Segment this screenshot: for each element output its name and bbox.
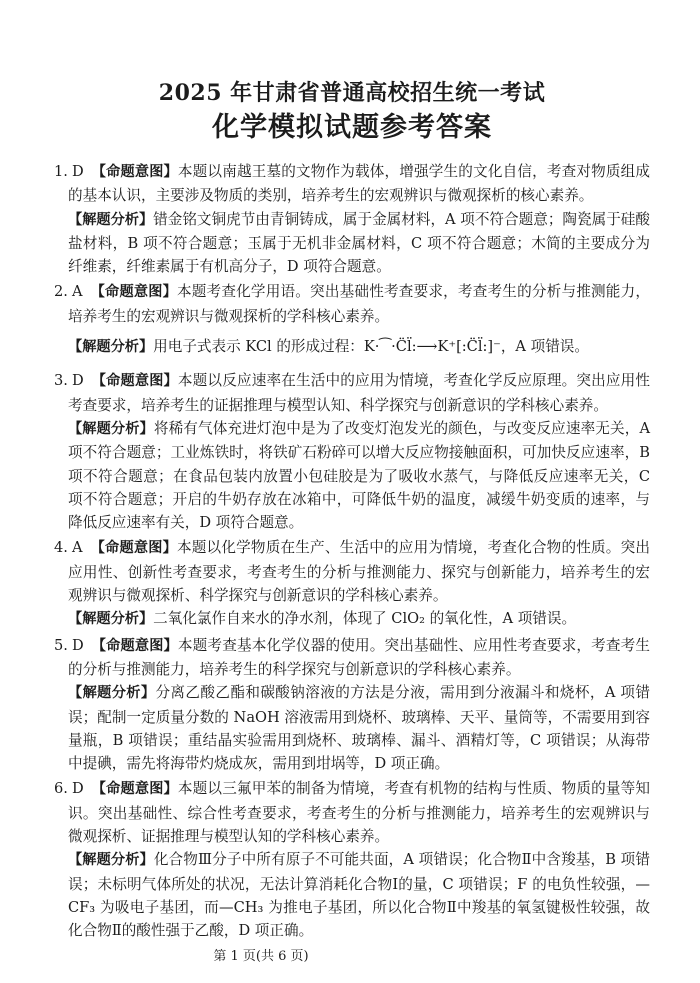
question-1-intent-paragraph bbox=[54, 160, 650, 208]
intent-label: 【命题意图】 bbox=[90, 540, 177, 557]
answer-letter: D bbox=[71, 163, 84, 180]
intent-label: 【命题意图】 bbox=[91, 164, 178, 180]
answer-letter: D bbox=[71, 372, 84, 390]
intent-label: 【命题意图】 bbox=[91, 781, 178, 798]
page-number: 第 1 页(共 6 页) bbox=[213, 948, 309, 964]
analysis-label: 【解题分析】 bbox=[68, 211, 154, 228]
question-1 bbox=[54, 160, 650, 278]
intent-label: 【命题意图】 bbox=[91, 373, 178, 390]
question-1-analysis-paragraph bbox=[68, 208, 650, 279]
intent-text: 本题考查基本化学仪器的使用。突出基础性、应用性考查要求，考查考生的分析与推测能力，培养考生的科学探究与创新意识的学科核心素养。 bbox=[68, 636, 650, 678]
question-5-intent-paragraph bbox=[54, 634, 650, 682]
intent-text: 本题以化学物质在生产、生活中的应用为情境，考查化合物的性质。突出应用性、创新性考查要求，考查考生的分析与推测能力、探究与创新能力，培养考生的宏观辨识与微观探析、科学探究与创新意识的学科核心素养。 bbox=[68, 539, 650, 605]
question-2-intent-paragraph bbox=[54, 280, 650, 328]
question-number: 2. bbox=[54, 283, 68, 301]
page-footer bbox=[0, 948, 559, 966]
intent-label: 【命题意图】 bbox=[91, 637, 178, 654]
analysis-label: 【解题分析】 bbox=[68, 611, 154, 628]
analysis-label: 【解题分析】 bbox=[68, 852, 154, 869]
answer-letter: A bbox=[71, 539, 83, 557]
intent-label: 【命题意图】 bbox=[90, 284, 177, 301]
question-6-intent-paragraph bbox=[54, 777, 650, 848]
question-5 bbox=[54, 634, 650, 776]
analysis-label: 【解题分析】 bbox=[68, 685, 156, 702]
question-number: 4. bbox=[54, 539, 68, 557]
answer-letter: D bbox=[71, 780, 84, 798]
question-2-analysis-paragraph bbox=[68, 335, 650, 359]
question-4-intent-paragraph bbox=[54, 536, 650, 607]
analysis-text: 错金铭文铜虎节由青铜铸成，属于金属材料，A 项不符合题意；陶瓷属于硅酸盐材料，B 项不符合题意；玉属于无机非金属材料，C 项不符合题意；木简的主要成分为纤维素，纤维素属于有机高分子，D 项符合题意。 bbox=[68, 210, 650, 276]
intent-text: 本题以南越王墓的文物作为载体，增强学生的文化自信，考查对物质组成的基本认识，主要涉及物质的类别，培养考生的宏观辨识与微观探析的核心素养。 bbox=[68, 163, 650, 205]
answer-letter: A bbox=[71, 283, 83, 301]
intent-text: 本题以三氟甲苯的制备为情境，考查有机物的结构与性质、物质的量等知识。突出基础性、综合性考查要求，考查考生的分析与推测能力，培养考生的宏观辨识与微观探析、证据推理与模型认知的学科核心素养。 bbox=[68, 780, 650, 846]
question-3 bbox=[54, 369, 650, 534]
analysis-text: 化合物Ⅲ分子中所有原子不可能共面，A 项错误；化合物Ⅱ中含羧基，B 项错误；未标明气体所处的状况，无法计算消耗化合物Ⅰ的量，C 项错误；F 的电负性较强，—CF₃ 为吸电子基团，而—CH₃ 为推电子基团，所以化合物Ⅱ中羧基的氧氢键极性较强，故化合物Ⅱ的酸性强于乙酸，D 项正确。 bbox=[68, 851, 650, 940]
question-3-analysis-paragraph bbox=[68, 417, 650, 534]
question-4 bbox=[54, 536, 650, 631]
answer-letter: D bbox=[71, 636, 84, 654]
question-4-analysis-paragraph bbox=[68, 607, 650, 631]
analysis-text: 二氧化氯作自来水的净水剂，体现了 ClO₂ 的氧化性，A 项错误。 bbox=[153, 610, 577, 628]
analysis-text: 将稀有气体充进灯泡中是为了改变灯泡发光的颜色，与改变反应速率无关，A 项不符合题意；工业炼铁时，将铁矿石粉碎可以增大反应物接触面积，可加快反应速率，B 项不符合题意；在食品包装内放置小包硅胶是为了吸收水蒸气，与降低反应速率无关，C 项不符合题意；开启的牛奶存放在冰箱中，可降低牛奶的温度，减缓牛奶变质的速率，与降低反应速率有关，D 项符合题意。 bbox=[68, 419, 650, 532]
question-6 bbox=[54, 777, 650, 942]
question-number: 6. bbox=[54, 780, 68, 798]
question-number: 1. bbox=[54, 163, 68, 180]
question-number: 3. bbox=[54, 372, 68, 390]
question-6-analysis-paragraph bbox=[68, 848, 650, 942]
question-number: 5. bbox=[54, 636, 68, 654]
intent-text: 本题以反应速率在生活中的应用为情境，考查化学反应原理。突出应用性考查要求，培养考生的证据推理与模型认知、科学探究与创新意识的学科核心素养。 bbox=[68, 372, 650, 414]
document-header bbox=[54, 80, 650, 146]
analysis-label: 【解题分析】 bbox=[68, 339, 154, 356]
analysis-label: 【解题分析】 bbox=[68, 420, 154, 437]
exam-title: 2025 年甘肃省普通高校招生统一考试 bbox=[158, 80, 546, 106]
question-2 bbox=[54, 280, 650, 359]
question-3-intent-paragraph bbox=[54, 369, 650, 417]
analysis-text: 用电子式表示 KCl 的形成过程：K·⁀·C̈l̈:⟶K⁺[:C̈l̈:]⁻，A 项错误。 bbox=[153, 338, 589, 356]
answers-content bbox=[54, 160, 650, 966]
intent-text: 本题考查化学用语。突出基础性考查要求，考查考生的分析与推测能力，培养考生的宏观辨识与微观探析的学科核心素养。 bbox=[68, 283, 650, 325]
analysis-text: 分离乙酸乙酯和碳酸钠溶液的方法是分液，需用到分液漏斗和烧杯，A 项错误；配制一定质量分数的 NaOH 溶液需用到烧杯、玻璃棒、天平、量筒等，不需要用到容量瓶，B 项错误；重结晶实验需用到烧杯、玻璃棒、漏斗、酒精灯等，C 项错误；从海带中提碘，需先将海带灼烧成灰，需用到坩埚等，D 项正确。 bbox=[68, 684, 650, 773]
document-title: 化学模拟试题参考答案 bbox=[212, 112, 492, 143]
question-5-analysis-paragraph bbox=[68, 681, 650, 775]
